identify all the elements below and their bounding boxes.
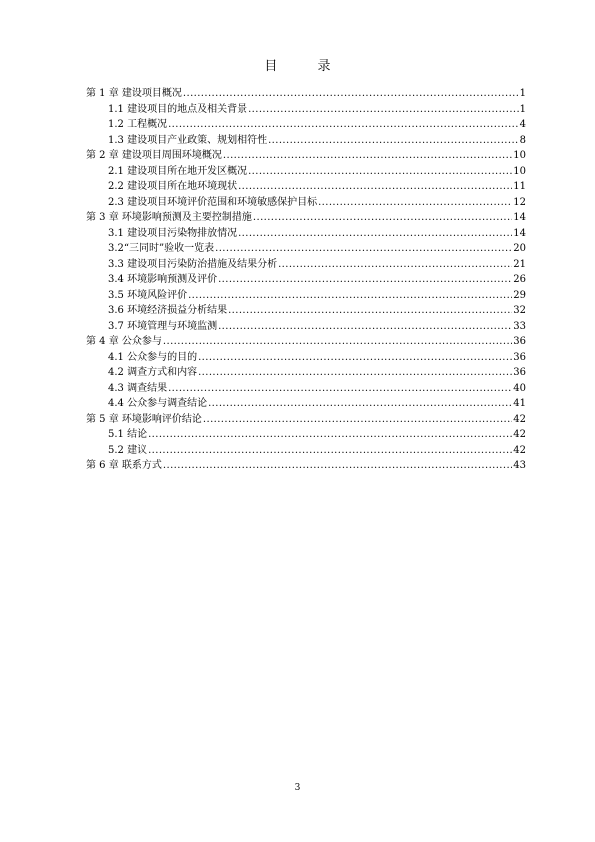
toc-entry-page: 1 (519, 103, 526, 115)
toc-entry-label: 3.2“三同时”验收一览表 (108, 243, 215, 254)
dot-leader (148, 427, 512, 443)
dot-leader (168, 117, 519, 133)
dot-leader (268, 133, 519, 149)
toc-entry-page: 21 (513, 258, 526, 270)
toc-entry-section-2-3[interactable] (86, 195, 526, 211)
toc-entry-page: 10 (513, 150, 526, 161)
toc-entry-section-3-1[interactable] (86, 226, 526, 242)
toc-entry-section-3-6[interactable] (86, 303, 526, 319)
toc-entry-page: 8 (519, 134, 526, 146)
toc-entry-section-4-2[interactable] (86, 365, 526, 381)
toc-entry-page: 36 (513, 336, 526, 347)
dot-leader (163, 334, 512, 350)
toc-entry-page: 33 (513, 320, 526, 332)
toc-entry-label: 第 5 章 环境影响评价结论 (86, 413, 202, 425)
toc-entry-label: 4.3 调查结果 (108, 382, 168, 394)
toc-entry-label: 1.3 建设项目产业政策、规划相符性 (108, 134, 268, 146)
toc-entry-label: 3.3 建设项目污染防治措施及结果分析 (108, 258, 278, 270)
toc-entry-page: 12 (513, 196, 526, 208)
toc-entry-section-1-1[interactable] (86, 102, 526, 118)
toc-entry-label: 5.1 结论 (108, 429, 148, 440)
toc-entry-section-1-3[interactable] (86, 133, 526, 149)
toc-entry-section-1-2[interactable] (86, 117, 526, 133)
toc-entry-section-3-3[interactable] (86, 257, 526, 273)
toc-entry-label: 3.1 建设项目污染物排放情况 (108, 227, 238, 239)
toc-entry-label: 1.1 建设项目的地点及相关背景 (108, 103, 248, 115)
toc-entry-page: 14 (513, 227, 526, 239)
dot-leader (208, 396, 512, 412)
toc-entry-section-4-1[interactable] (86, 350, 526, 366)
toc-entry-page: 36 (513, 367, 526, 378)
toc-entry-chapter-1[interactable] (86, 86, 526, 102)
toc-entry-section-3-7[interactable] (86, 319, 526, 335)
toc-entry-section-5-1[interactable] (86, 427, 526, 443)
toc-list (86, 86, 526, 474)
toc-entry-chapter-4[interactable] (86, 334, 526, 350)
dot-leader (228, 303, 512, 319)
toc-entry-chapter-6[interactable] (86, 458, 526, 474)
toc-entry-section-3-2[interactable] (86, 241, 526, 257)
dot-leader (168, 381, 512, 397)
toc-entry-page: 1 (519, 88, 526, 99)
dot-leader (238, 179, 512, 195)
toc-entry-page: 32 (513, 305, 526, 316)
toc-entry-label: 1.2 工程概况 (108, 119, 168, 130)
toc-entry-page: 40 (513, 382, 526, 394)
toc-entry-page: 36 (513, 351, 526, 363)
toc-entry-label: 第 6 章 联系方式 (86, 460, 162, 471)
toc-entry-section-2-1[interactable] (86, 164, 526, 180)
page-number: 3 (294, 783, 301, 793)
toc-entry-chapter-3[interactable] (86, 210, 526, 226)
dot-leader (183, 86, 519, 102)
toc-entry-section-5-2[interactable] (86, 443, 526, 459)
toc-entry-label: 3.5 环境风险评价 (108, 289, 188, 301)
toc-entry-page: 20 (513, 243, 526, 254)
toc-title: 目 录 (264, 59, 349, 74)
toc-entry-page: 11 (513, 181, 526, 192)
toc-entry-page: 26 (513, 274, 526, 285)
toc-entry-label: 4.1 公众参与的目的 (108, 351, 198, 363)
toc-entry-label: 5.2 建议 (108, 444, 148, 456)
dot-leader (318, 195, 512, 211)
toc-entry-label: 4.2 调查方式和内容 (108, 367, 198, 378)
dot-leader (203, 412, 512, 428)
toc-entry-section-2-2[interactable] (86, 179, 526, 195)
toc-entry-section-4-4[interactable] (86, 396, 526, 412)
toc-entry-page: 43 (513, 460, 526, 471)
toc-entry-label: 第 4 章 公众参与 (86, 336, 162, 347)
toc-entry-label: 2.3 建设项目环境评价范围和环境敏感保护目标 (108, 196, 318, 208)
toc-entry-label: 第 1 章 建设项目概况 (86, 88, 182, 99)
toc-entry-section-4-3[interactable] (86, 381, 526, 397)
toc-entry-chapter-2[interactable] (86, 148, 526, 164)
dot-leader (248, 164, 512, 180)
toc-entry-label: 第 2 章 建设项目周围环境概况 (86, 150, 222, 161)
toc-entry-label: 3.7 环境管理与环境监测 (108, 320, 218, 332)
dot-leader (148, 443, 512, 459)
dot-leader (218, 272, 512, 288)
dot-leader (218, 319, 512, 335)
dot-leader (198, 365, 512, 381)
toc-entry-page: 42 (513, 413, 526, 425)
dot-leader (188, 288, 512, 304)
toc-entry-page: 14 (513, 212, 526, 223)
toc-entry-label: 3.6 环境经济损益分析结果 (108, 305, 228, 316)
dot-leader (248, 102, 519, 118)
toc-entry-label: 3.4 环境影响预测及评价 (108, 274, 218, 285)
toc-entry-label: 2.2 建设项目所在地环境现状 (108, 181, 238, 192)
toc-entry-label: 第 3 章 环境影响预测及主要控制措施 (86, 212, 252, 223)
toc-entry-page: 42 (513, 444, 526, 456)
toc-entry-page: 41 (513, 398, 526, 409)
toc-entry-section-3-4[interactable] (86, 272, 526, 288)
dot-leader (238, 226, 512, 242)
toc-entry-label: 2.1 建设项目所在地开发区概况 (108, 165, 248, 177)
toc-entry-chapter-5[interactable] (86, 412, 526, 428)
dot-leader (215, 241, 512, 257)
toc-entry-page: 42 (513, 429, 526, 440)
toc-entry-label: 4.4 公众参与调查结论 (108, 398, 208, 409)
dot-leader (278, 257, 512, 273)
dot-leader (198, 350, 512, 366)
toc-entry-page: 4 (519, 119, 526, 130)
toc-entry-page: 10 (513, 165, 526, 177)
dot-leader (163, 458, 512, 474)
toc-entry-page: 29 (513, 289, 526, 301)
toc-entry-section-3-5[interactable] (86, 288, 526, 304)
dot-leader (223, 148, 512, 164)
dot-leader (253, 210, 512, 226)
